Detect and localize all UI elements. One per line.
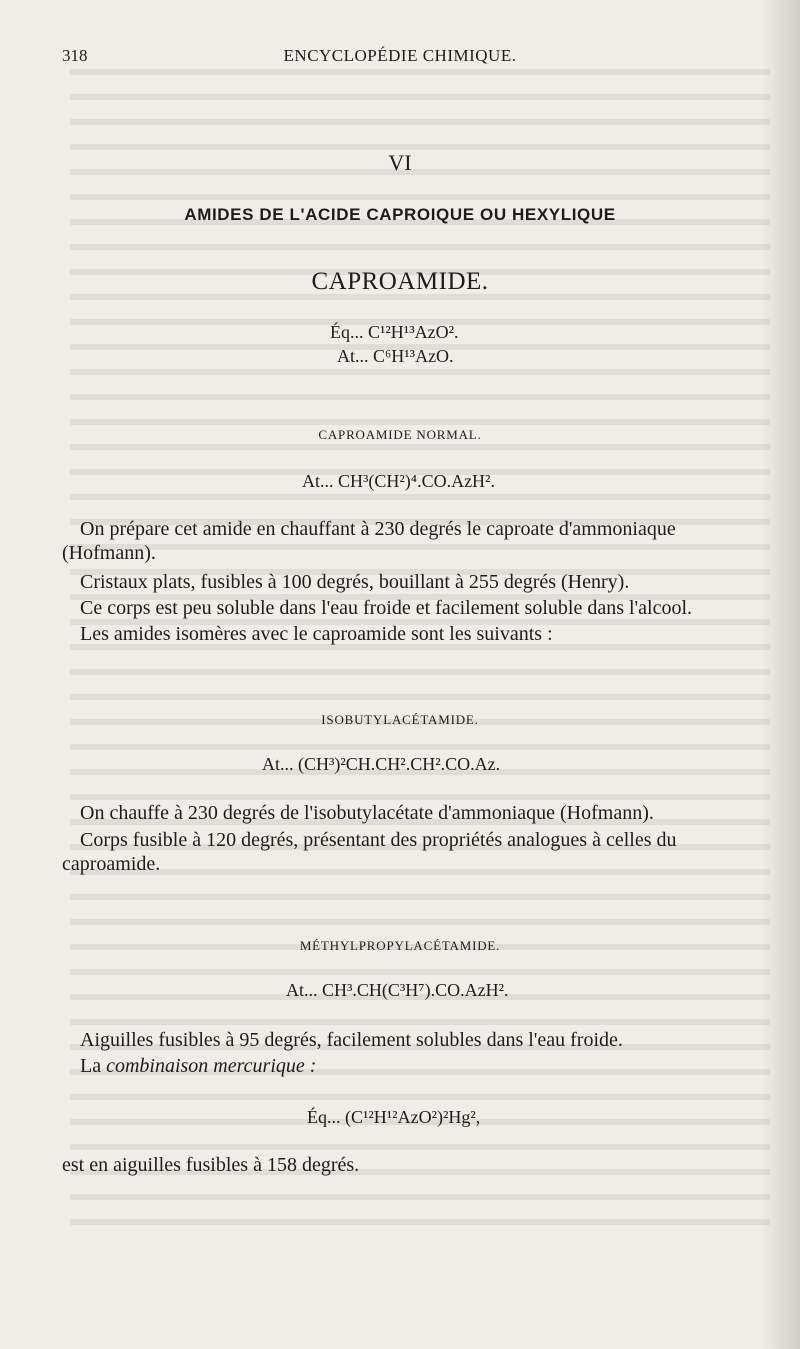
- normal-formula: At... CH³(CH²)⁴.CO.AzH².: [302, 471, 495, 491]
- paragraph-solubility: Ce corps est peu soluble dans l'eau froide et facilement soluble dans l'alcool.: [80, 597, 693, 619]
- paragraph-preparation: On prépare cet amide en chauffant à 230 degrés le caproate d'ammoniaque (Hofmann).: [62, 518, 676, 564]
- subheading-isobutylacetamide: ISOBUTYLACÉTAMIDE.: [321, 712, 479, 727]
- paragraph-crystals: Cristaux plats, fusibles à 100 degrés, bouillant à 255 degrés (Henry).: [80, 571, 630, 593]
- section-number: VI: [388, 150, 412, 175]
- paragraph-isobutyl-preparation: On chauffe à 230 degrés de l'isobutylacétate d'ammoniaque (Hofmann).: [80, 802, 654, 824]
- paragraph-needles: Aiguilles fusibles à 95 degrés, facilement solubles dans l'eau froide.: [80, 1029, 623, 1051]
- running-title: ENCYCLOPÉDIE CHIMIQUE.: [283, 46, 517, 65]
- mercury-prefix: La: [80, 1055, 107, 1077]
- methylpropyl-formula: At... CH³.CH(C³H⁷).CO.AzH².: [286, 980, 509, 1000]
- mercury-italic-label: combinaison mercurique :: [106, 1055, 317, 1077]
- paragraph-mercury-fusion: est en aiguilles fusibles à 158 degrés.: [62, 1154, 360, 1176]
- atomic-formula: At... C⁶H¹³AzO.: [337, 346, 454, 366]
- paragraph-mercury-combination: [62, 1054, 768, 1078]
- subheading-caproamide-normal: CAPROAMIDE NORMAL.: [318, 427, 482, 442]
- page-number: 318: [62, 46, 88, 65]
- paragraph-isobutyl-properties: Corps fusible à 120 degrés, présentant des propriétés analogues à celles du caproamide.: [62, 829, 677, 875]
- mercury-formula: Éq... (C¹²H¹²AzO²)²Hg²,: [307, 1107, 481, 1127]
- isobutyl-formula: At... (CH³)²CH.CH².CH².CO.Az.: [262, 754, 501, 774]
- compound-title: CAPROAMIDE.: [311, 268, 489, 295]
- page-edge-shadow: [760, 0, 800, 1349]
- subheading-methylpropylacetamide: MÉTHYLPROPYLACÉTAMIDE.: [299, 938, 501, 953]
- chapter-title: AMIDES DE L'ACIDE CAPROIQUE OU HEXYLIQUE: [184, 205, 616, 224]
- equivalent-formula: Éq... C¹²H¹³AzO².: [330, 322, 459, 342]
- paragraph-isomers: Les amides isomères avec le caproamide sont les suivants :: [80, 623, 553, 645]
